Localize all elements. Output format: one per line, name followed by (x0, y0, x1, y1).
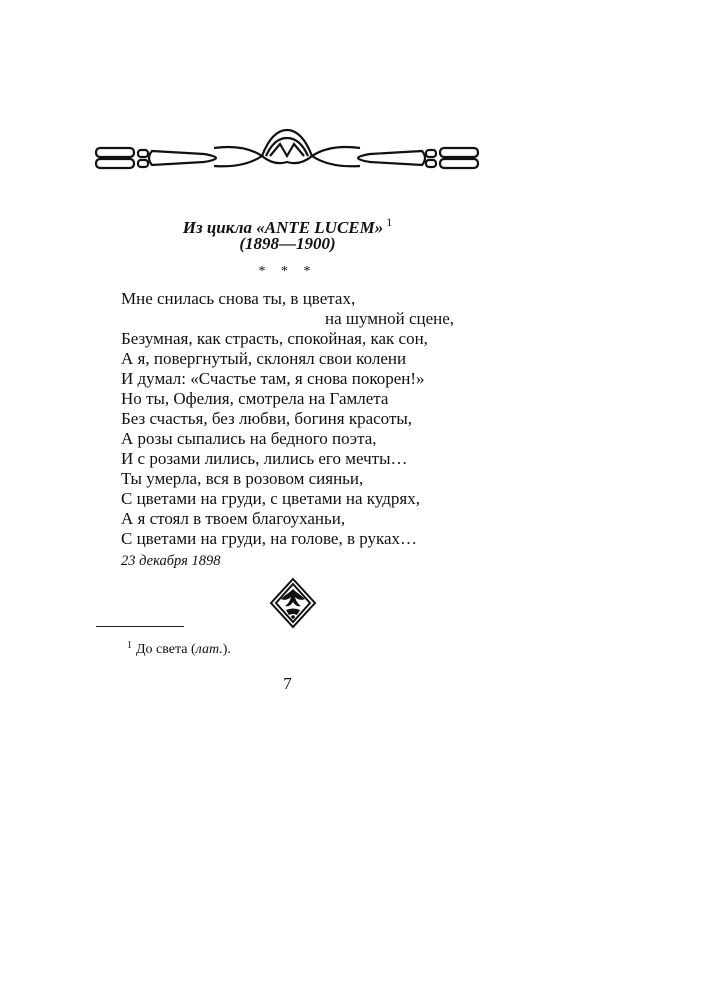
poem-line: Безумная, как страсть, спокойная, как сон, (121, 329, 428, 348)
poem-line: А розы сыпались на бедного поэта, (121, 429, 377, 448)
asterism-separator: * * * (258, 264, 317, 279)
footnote-tail: ). (222, 642, 231, 657)
poem-line: И думал: «Счастье там, я снова покорен!» (121, 369, 425, 388)
page-number: 7 (283, 674, 292, 693)
footnote-italic: лат. (195, 642, 223, 657)
footnote-text: До света ( (136, 642, 196, 657)
footnote-mark: 1 (127, 640, 132, 651)
poem-date: 23 декабря 1898 (121, 553, 221, 569)
poem-line: А я, повергнутый, склонял свои колени (121, 349, 407, 368)
footnote (127, 640, 231, 658)
poem-line: И с розами лились, лились его мечты… (121, 449, 408, 468)
cycle-years: (1898—1900) (239, 234, 336, 253)
cycle-title-text: Из цикла «ANTE LUCEM» (182, 218, 384, 237)
poem-line: А я стоял в твоем благоуханьи, (121, 509, 346, 528)
poem-line: на шумной сцене, (325, 309, 455, 328)
poem-line: Мне снилась снова ты, в цветах, (121, 289, 356, 308)
poem-line: Без счастья, без любви, богиня красоты, (121, 409, 413, 428)
poem-line: Но ты, Офелия, смотрела на Гамлета (121, 389, 389, 408)
poem-line: С цветами на груди, с цветами на кудрях, (121, 489, 420, 508)
footnote-reference[interactable]: 1 (386, 215, 393, 229)
poem-line: Ты умерла, вся в розовом сияньи, (121, 469, 364, 488)
poem-body (121, 289, 501, 549)
diamond-ornament-icon (269, 577, 317, 629)
footnote-divider (96, 626, 184, 627)
poem-line: С цветами на груди, на голове, в руках… (121, 529, 418, 548)
top-ornament-icon (94, 126, 480, 170)
